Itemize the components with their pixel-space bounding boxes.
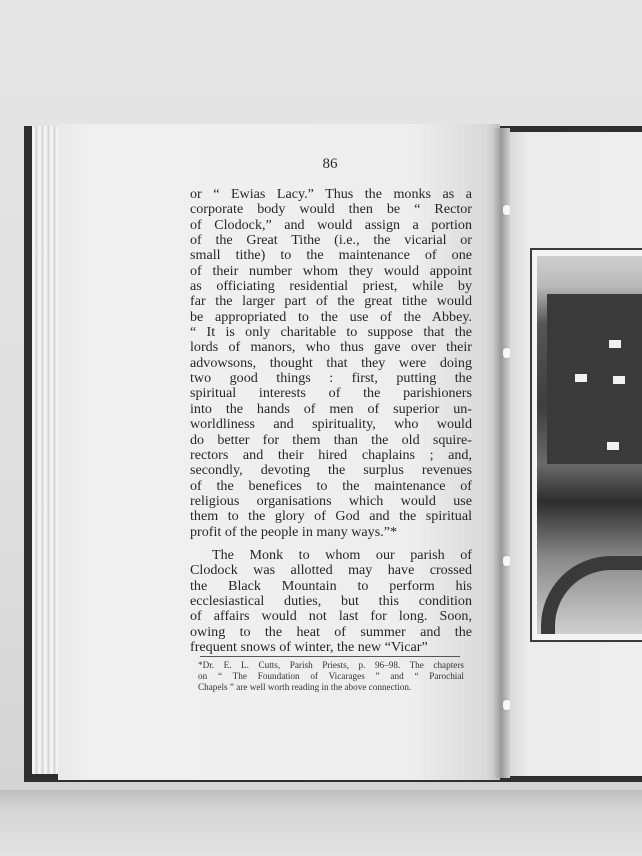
photo-plate <box>530 248 642 642</box>
text-line: far the larger part of the great tithe would <box>190 293 472 310</box>
text-line: advowsons, thought that they were doing <box>190 354 472 371</box>
text-line: two good things : first, putting the <box>190 370 472 387</box>
paragraph <box>190 548 472 655</box>
text-line: the Black Mountain to perform his <box>190 577 472 594</box>
text-line: rectors and their hired chaplains ; and, <box>190 446 472 463</box>
table-shadow <box>0 790 642 856</box>
wall-opening <box>609 340 621 348</box>
body-text <box>190 187 472 655</box>
footnote-line: on “ The Foundation of Vicarages ” and “ Parochial <box>198 671 464 681</box>
ruined-wall <box>547 294 642 464</box>
paragraph <box>190 187 472 540</box>
text-line: spiritual interests of the parishioners <box>190 385 472 402</box>
text-line: or “ Ewias Lacy.” Thus the monks as a <box>190 186 472 202</box>
text-line: do better for them than the old squire- <box>190 431 472 448</box>
text-line: as officiating residential priest, while by <box>190 278 472 295</box>
text-line: Clodock was allotted may have crossed <box>190 562 472 579</box>
text-line: of their number whom they would appoint <box>190 262 472 279</box>
footnote-rule <box>200 656 460 657</box>
text-line: ecclesiastical duties, but this condition <box>190 592 472 609</box>
page-number: 86 <box>322 156 338 172</box>
text-line: religious organisations which would use <box>190 492 472 509</box>
text-line: of the benefices to the maintenance of <box>190 477 472 494</box>
text-line: profit of the people in many ways.”* <box>190 523 398 540</box>
text-line: of the Great Tithe (i.e., the vicarial or <box>190 232 472 249</box>
text-line: The Monk to whom our parish of <box>212 546 472 563</box>
text-line: small tithe) to the maintenance of one <box>190 247 472 264</box>
text-line: owing to the heat of summer and the <box>190 623 472 640</box>
footnote-line: *Dr. E. L. Cutts, Parish Priests, p. 96–98. The chapters <box>198 660 464 670</box>
text-line: of Clodock,” and would assign a portion <box>190 216 472 233</box>
ruined-arch <box>541 556 642 634</box>
text-line: lords of manors, who thus gave over their <box>190 339 472 356</box>
text-line: worldliness and spirituality, who would <box>190 416 472 433</box>
footnote <box>198 660 464 693</box>
wall-opening <box>613 376 625 384</box>
wall-opening <box>607 442 619 450</box>
text-line: of affairs would not last for long. Soon, <box>190 608 472 625</box>
book-gutter <box>494 128 510 778</box>
text-line: be appropriated to the use of the Abbey. <box>190 308 472 325</box>
text-line: secondly, devoting the surplus revenues <box>190 462 472 479</box>
text-line: corporate body would then be “ Rector <box>190 201 472 218</box>
wall-opening <box>575 374 587 382</box>
footnote-line: Chapels ” are well worth reading in the above connection. <box>198 682 412 692</box>
text-line: them to the glory of God and the spiritual <box>190 508 472 525</box>
text-line: into the hands of men of superior un- <box>190 400 472 417</box>
text-line: frequent snows of winter, the new “Vicar” <box>190 638 428 655</box>
text-line: “ It is only charitable to suppose that the <box>190 324 472 341</box>
ruin-photograph <box>537 256 642 634</box>
